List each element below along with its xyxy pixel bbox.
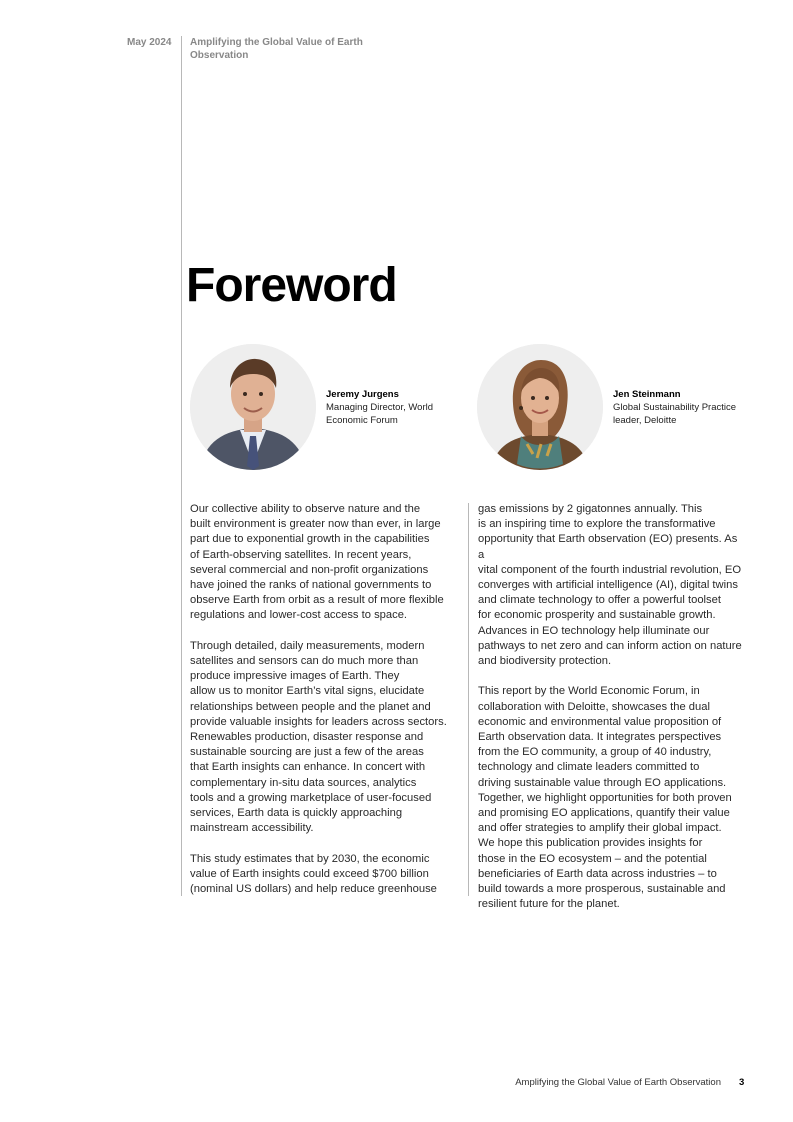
header-date: May 2024 xyxy=(127,37,172,48)
paragraph: gas emissions by 2 gigatonnes annually. This is an inspiring time to explore the transformative opportunity that Earth observation (EO) presents. As a vital component of the fourth industrial revolution, EO converges with artificial intelligence (AI), digital twins and climate technology to offer a powerful toolset for economic prosperity and sustainable growth. Advances in EO technology help illuminate our pathways to net zero and can inform action on nature and biodiversity protection. xyxy=(478,503,742,668)
footer-title: Amplifying the Global Value of Earth Observation xyxy=(515,1077,721,1088)
page-number: 3 xyxy=(739,1077,745,1088)
person-card-steinmann xyxy=(613,388,743,427)
paragraph: Through detailed, daily measurements, modern satellites and sensors can do much more than produce impressive images of Earth. They allow us to monitor Earth’s vital signs, elucidate relationships between people and the planet and provide valuable insights for leaders across sectors. Renewables production, disaster response and sustainable sourcing are just a few of the areas that Earth insights can enhance. In concert with complementary in-situ data sources, analytics tools and a growing marketplace of user-focused services, Earth data is quickly approaching mainstream accessibility. xyxy=(190,639,447,835)
portrait-woman-scarf-icon xyxy=(477,344,603,470)
paragraph: Our collective ability to observe nature and the built environment is greater now than ever, in large part due to exponential growth in the capabilities of Earth-observing satellites. In recent years, several commercial and non-profit organizations have joined the ranks of national governments to observe Earth from orbit as a result of more flexible regulations and lower-cost access to space. xyxy=(190,503,444,622)
person-name: Jeremy Jurgens xyxy=(326,389,399,400)
body-column-left xyxy=(190,502,458,912)
column-divider xyxy=(468,503,469,896)
header-title: Amplifying the Global Value of Earth Observation xyxy=(190,37,363,61)
page-title: Foreword xyxy=(186,259,397,312)
person-role: Managing Director, World Economic Forum xyxy=(326,402,434,426)
person-role: Global Sustainability Practice leader, Deloitte xyxy=(613,402,737,426)
paragraph: This study estimates that by 2030, the economic value of Earth insights could exceed $700 billion (nominal US dollars) and help reduce greenhouse xyxy=(190,852,437,896)
vertical-divider xyxy=(181,36,182,896)
portrait-man-suit-icon xyxy=(190,344,316,470)
person-name: Jen Steinmann xyxy=(613,389,681,400)
body-column-right xyxy=(478,502,746,928)
paragraph: This report by the World Economic Forum, in collaboration with Deloitte, showcases the dual economic and environmental value proposition of Earth observation data. It integrates perspectives from the EO community, a group of 40 industry, technology and climate leaders committed to driving sustainable value through EO applications. Together, we highlight opportunities for both proven and promising EO applications, quantify their value and offer strategies to amplify their global impact. We hope this publication provides insights for those in the EO ecosystem – and the potential beneficiaries of Earth data across industries – to build towards a more prosperous, sustainable and resilient future for the planet. xyxy=(478,685,732,911)
person-card-jurgens xyxy=(326,388,456,427)
